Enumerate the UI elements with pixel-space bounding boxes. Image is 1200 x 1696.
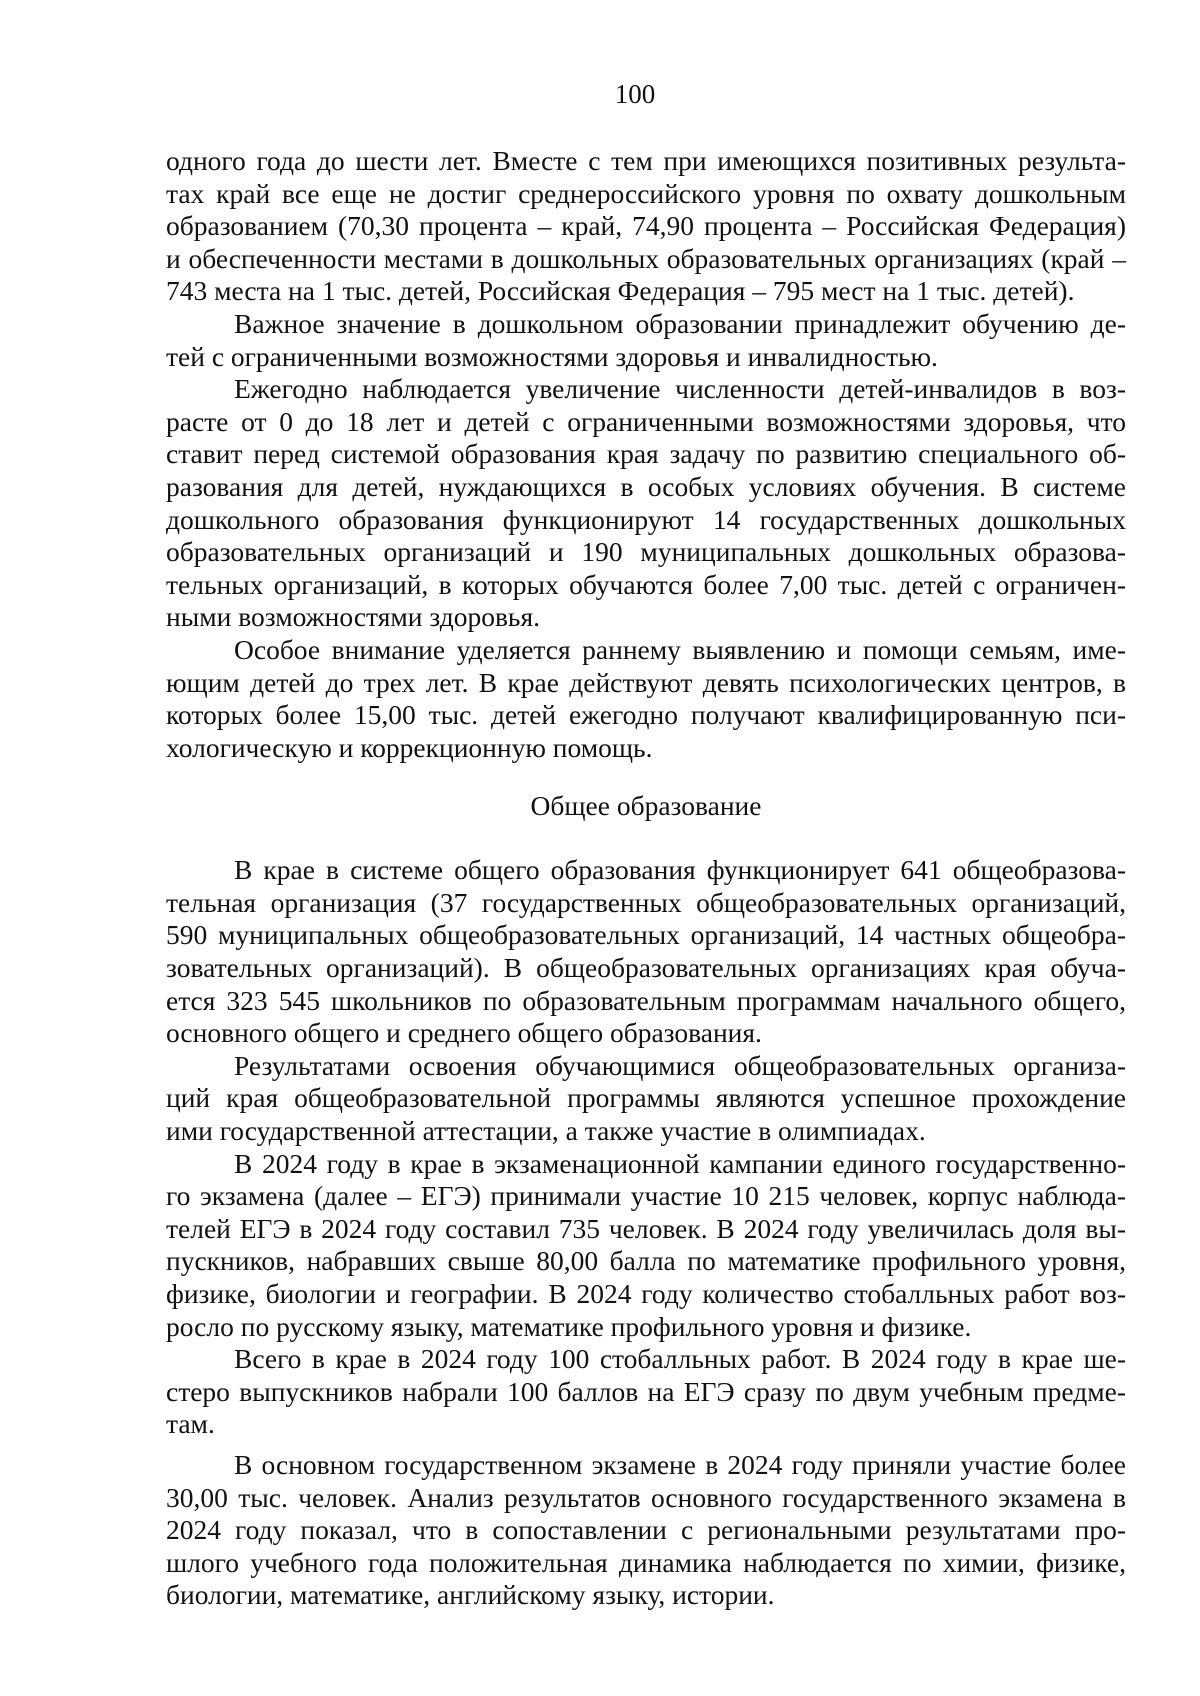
paragraph-p1	[166, 145, 1126, 308]
paragraphs-top	[166, 145, 1126, 764]
text-line: расте от 0 до 18 лет и детей с ограниченными возможностями здоровья, что	[166, 405, 1126, 437]
text-line: и обеспеченности местами в дошкольных образовательных организациях (край –	[166, 242, 1126, 274]
paragraph-p4	[166, 634, 1126, 764]
text-line: тей с ограниченными возможностями здоровья и инвалидностью.	[166, 340, 938, 372]
text-line: 590 муниципальных общеобразовательных организаций, 14 частных общеобра-	[166, 919, 1126, 951]
text-line: зовательных организаций). В общеобразовательных организациях края обуча-	[166, 952, 1126, 984]
text-line: Результатами освоения обучающимися общеобразовательных организа-	[234, 1049, 1126, 1081]
text-line: ставит перед системой образования края задачу по развитию специального об-	[166, 438, 1126, 470]
page-number: 100	[614, 79, 656, 109]
text-line: Всего в крае в 2024 году 100 стобалльных работ. В 2024 году в крае ше-	[234, 1343, 1126, 1375]
text-line: 2024 году показал, что в сопоставлении с региональными результатами про-	[166, 1514, 1126, 1546]
text-line: Ежегодно наблюдается увеличение численности детей-инвалидов в воз-	[234, 373, 1126, 405]
section-heading: Общее образование	[530, 790, 762, 822]
text-line: там.	[166, 1408, 215, 1440]
text-line: шлого учебного года положительная динамика наблюдается по химии, физике,	[166, 1546, 1126, 1578]
text-line: ными возможностями здоровья.	[166, 601, 540, 633]
text-line: основного общего и среднего общего образования.	[166, 1017, 762, 1049]
text-line: го экзамена (далее – ЕГЭ) принимали участие 10 215 человек, корпус наблюда-	[166, 1180, 1126, 1212]
paragraph-p5	[166, 854, 1126, 1050]
paragraphs-bottom	[166, 854, 1126, 1612]
text-line: которых более 15,00 тыс. детей ежегодно получают квалифицированную пси-	[166, 699, 1126, 731]
text-line: В крае в системе общего образования функционирует 641 общеобразова-	[234, 854, 1126, 886]
text-line: Особое внимание уделяется раннему выявлению и помощи семьям, име-	[234, 633, 1126, 665]
text-line: ими государственной аттестации, а также участие в олимпиадах.	[166, 1115, 926, 1147]
text-line: 30,00 тыс. человек. Анализ результатов основного государственного экзамена в	[166, 1481, 1126, 1513]
text-line: тельных организаций, в которых обучаются более 7,00 тыс. детей с ограничен-	[166, 568, 1126, 600]
paragraph-gap	[166, 1441, 1126, 1449]
paragraph-p3	[166, 373, 1126, 634]
text-line: стеро выпускников набрали 100 баллов на ЕГЭ сразу по двум учебным предме-	[166, 1375, 1126, 1407]
text-line: тах край все еще не достиг среднероссийского уровня по охвату дошкольным	[166, 177, 1126, 209]
text-line: физике, биологии и географии. В 2024 году количество стобалльных работ воз-	[166, 1278, 1126, 1309]
text-line: ется 323 545 школьников по образовательным программам начального общего,	[166, 984, 1126, 1016]
paragraph-p7	[166, 1148, 1126, 1344]
paragraph-p2	[166, 308, 1126, 373]
text-line: росло по русскому языку, математике профильного уровня и физике.	[166, 1310, 972, 1342]
text-line: биологии, математике, английскому языку, истории.	[166, 1579, 775, 1611]
text-line: ций края общеобразовательной программы являются успешное прохождение	[166, 1082, 1126, 1114]
paragraph-p8	[166, 1343, 1126, 1441]
paragraph-p6	[166, 1050, 1126, 1148]
text-line: хологическую и коррекционную помощь.	[166, 731, 653, 763]
document-body	[166, 145, 1126, 1612]
text-line: телей ЕГЭ в 2024 году составил 735 человек. В 2024 году увеличилась доля вы-	[166, 1212, 1126, 1244]
text-line: одного года до шести лет. Вместе с тем при имеющихся позитивных результа-	[166, 145, 1126, 176]
text-line: образовательных организаций и 190 муниципальных дошкольных образова-	[166, 536, 1126, 568]
text-line: образованием (70,30 процента – край, 74,90 процента – Российская Федерация)	[166, 210, 1126, 242]
text-line: пускников, набравших свыше 80,00 балла по математике профильного уровня,	[166, 1245, 1126, 1277]
text-line: разования для детей, нуждающихся в особых условиях обучения. В системе	[166, 470, 1126, 502]
text-line: В основном государственном экзамене в 2024 году приняли участие более	[234, 1448, 1126, 1480]
text-line: В 2024 году в крае в экзаменационной кампании единого государственно-	[234, 1147, 1126, 1179]
paragraph-p9	[166, 1449, 1126, 1612]
text-line: ющим детей до трех лет. В крае действуют девять психологических центров, в	[166, 666, 1126, 698]
text-line: тельная организация (37 государственных общеобразовательных организаций,	[166, 886, 1126, 918]
text-line: Важное значение в дошкольном образовании принадлежит обучению де-	[234, 307, 1126, 339]
text-line: 743 места на 1 тыс. детей, Российская Федерация – 795 мест на 1 тыс. детей).	[166, 275, 1075, 307]
text-line: дошкольного образования функционируют 14 государственных дошкольных	[166, 503, 1126, 535]
